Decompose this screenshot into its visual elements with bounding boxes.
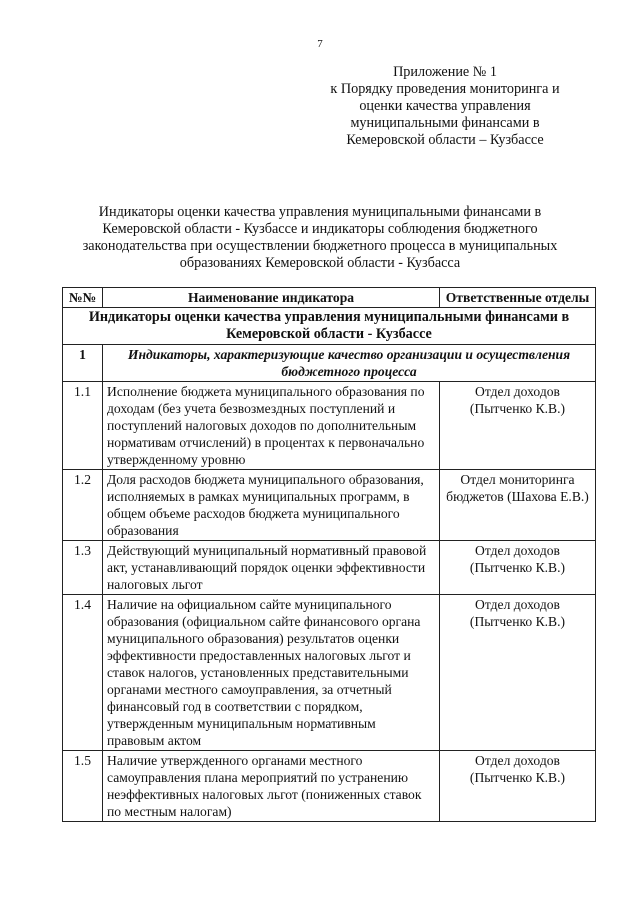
row-name: Исполнение бюджета муниципального образования по доходам (без учета безвозмездных поступлений и поступлений налоговых доходов по дополнительным нормативам отчислений) в процентах к первоначально утвержденному уровню <box>103 382 440 470</box>
subsection-num: 1 <box>63 345 103 382</box>
header-num: №№ <box>63 288 103 308</box>
row-name: Действующий муниципальный нормативный правовой акт, устанавливающий порядок оценки эффективности налоговых льгот <box>103 541 440 595</box>
appendix-line: к Порядку проведения мониторинга и <box>330 81 560 97</box>
table-row <box>63 382 596 470</box>
row-num: 1.1 <box>63 382 103 470</box>
row-name: Доля расходов бюджета муниципального образования, исполняемых в рамках муниципальных программ, в общем объеме расходов бюджета муниципального образования <box>103 470 440 541</box>
header-name: Наименование индикатора <box>103 288 440 308</box>
table-row <box>63 541 596 595</box>
row-num: 1.5 <box>63 751 103 822</box>
table-row <box>63 470 596 541</box>
row-name: Наличие на официальном сайте муниципального образования (официальном сайте финансового органа муниципального образования) результатов оценки эффективности предоставленных налоговых льгот и ставок налогов, установленных представительными органами местного самоуправления, за отчетный финансовый год в соответствии с порядком, утвержденным муниципальным нормативным правовым актом <box>103 595 440 751</box>
row-dept: Отдел доходов (Пытченко К.В.) <box>440 382 596 470</box>
page-number: 7 <box>317 38 323 50</box>
section-row <box>63 308 596 345</box>
subsection-title: Индикаторы, характеризующие качество организации и осуществления бюджетного процесса <box>103 345 596 382</box>
title-line: Индикаторы оценки качества управления муниципальными финансами в <box>98 204 542 220</box>
section-title: Индикаторы оценки качества управления муниципальными финансами в Кемеровской области - Кузбассе <box>63 308 596 345</box>
table-row <box>63 751 596 822</box>
appendix-line: муниципальными финансами в <box>350 115 540 131</box>
header-dept: Ответственные отделы <box>440 288 596 308</box>
row-name: Наличие утвержденного органами местного самоуправления плана мероприятий по устранению неэффективных налоговых льгот (пониженных ставок по местным налогам) <box>103 751 440 822</box>
row-num: 1.4 <box>63 595 103 751</box>
title-line: Кемеровской области - Кузбассе и индикаторы соблюдения бюджетного <box>102 221 538 237</box>
row-num: 1.3 <box>63 541 103 595</box>
table-row <box>63 595 596 751</box>
row-num: 1.2 <box>63 470 103 541</box>
appendix-line: оценки качества управления <box>359 98 531 114</box>
title-line: законодательства при осуществлении бюджетного процесса в муниципальных <box>82 238 558 254</box>
row-dept: Отдел мониторинга бюджетов (Шахова Е.В.) <box>440 470 596 541</box>
row-dept: Отдел доходов (Пытченко К.В.) <box>440 751 596 822</box>
table-header-row <box>63 288 596 308</box>
row-dept: Отдел доходов (Пытченко К.В.) <box>440 541 596 595</box>
appendix-line: Приложение № 1 <box>393 64 497 80</box>
row-dept: Отдел доходов (Пытченко К.В.) <box>440 595 596 751</box>
indicators-table <box>62 287 596 822</box>
document-title <box>60 204 580 272</box>
appendix-line: Кемеровской области – Кузбассе <box>346 132 544 148</box>
title-line: образованиях Кемеровской области - Кузбасса <box>179 255 461 271</box>
appendix-header <box>315 64 575 149</box>
subsection-row <box>63 345 596 382</box>
